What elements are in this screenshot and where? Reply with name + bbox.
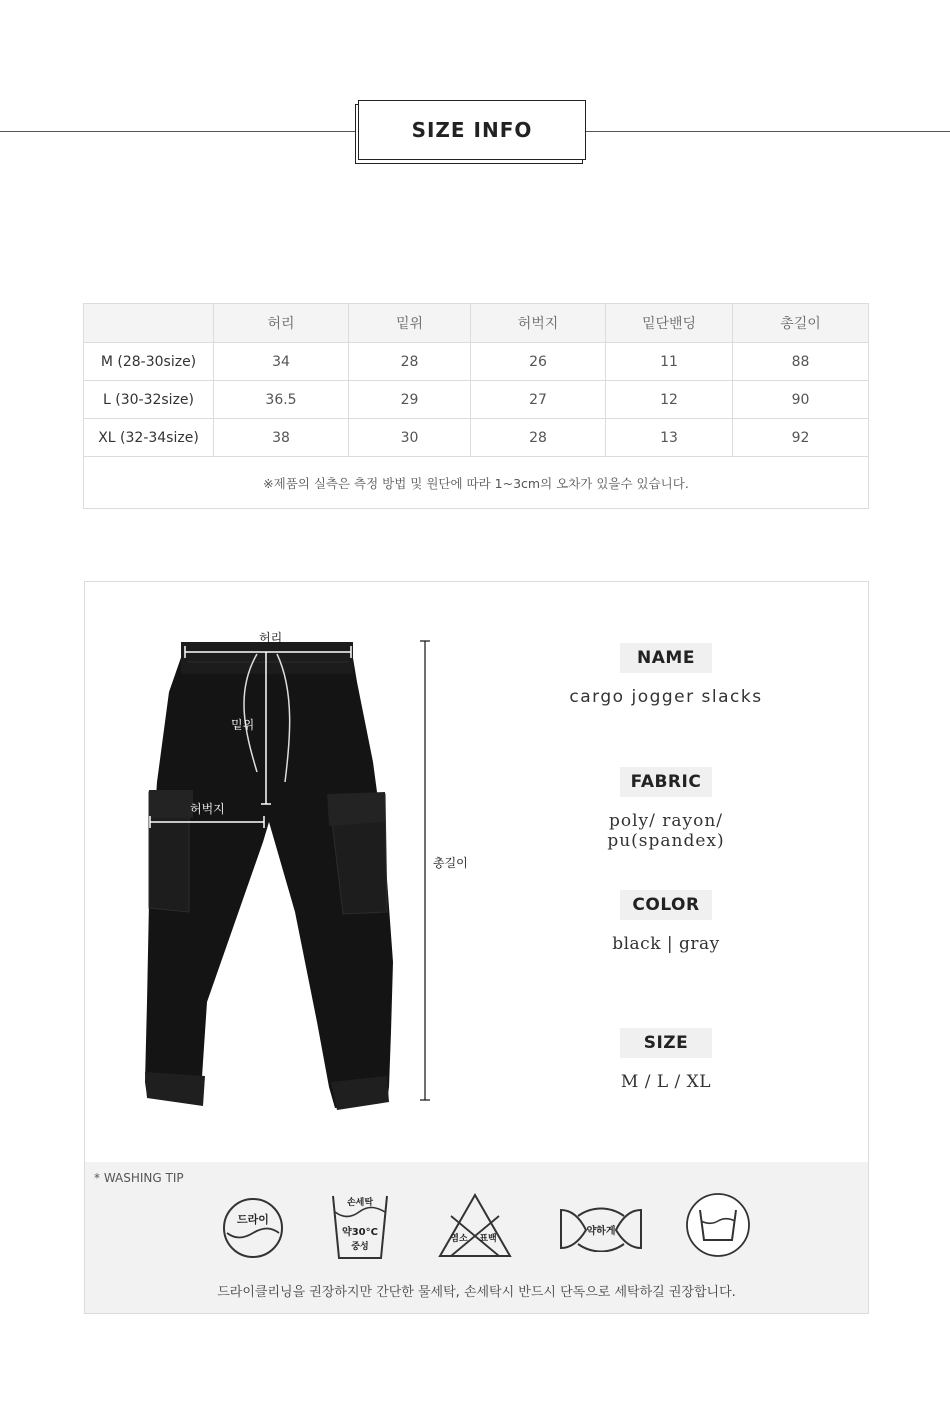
table-cell: 29 <box>349 381 471 419</box>
table-cell: 30 <box>349 419 471 457</box>
title-box <box>358 100 586 160</box>
table-cell: 28 <box>471 419 606 457</box>
table-cell: 90 <box>733 381 869 419</box>
thigh-label: 허벅지 <box>190 802 225 816</box>
table-cell: 11 <box>606 343 733 381</box>
color-value: black | gray <box>612 934 720 954</box>
title-divider-left <box>0 131 357 132</box>
dry-clean-icon <box>221 1195 285 1261</box>
rise-label: 밑위 <box>231 718 255 732</box>
table-header-cell: 허리 <box>214 304 349 343</box>
fabric-value: poly/ rayon/ pu(spandex) <box>607 811 725 851</box>
fabric-block <box>555 767 777 851</box>
no-tumble-dry-icon <box>685 1192 751 1258</box>
hand-wash-temp: 약30°C <box>342 1227 378 1238</box>
hand-wash-top: 손세탁 <box>346 1198 374 1208</box>
no-bleach-left: 염소 <box>450 1234 468 1244</box>
table-header-cell: 허벅지 <box>471 304 606 343</box>
page-title: SIZE INFO <box>411 118 533 142</box>
size-label: L (30-32size) <box>84 381 214 419</box>
table-row <box>84 419 869 457</box>
waist-label: 허리 <box>259 631 283 645</box>
dry-clean-text: 드라이 <box>237 1213 269 1226</box>
fabric-label: FABRIC <box>620 767 712 797</box>
size-label: M (28-30size) <box>84 343 214 381</box>
table-header-cell <box>84 304 214 343</box>
iron-low-text: 약하게 <box>586 1226 616 1237</box>
table-cell: 27 <box>471 381 606 419</box>
size-label: SIZE <box>620 1028 712 1058</box>
washing-tip-section <box>85 1162 868 1313</box>
iron-low-icon <box>558 1206 644 1252</box>
measurement-note: ※제품의 실측은 측정 방법 및 원단에 따라 1~3cm의 오차가 있을수 있습니다. <box>84 457 869 509</box>
title-divider-right <box>585 131 950 132</box>
washing-tip-title: * WASHING TIP <box>94 1171 184 1185</box>
table-cell: 34 <box>214 343 349 381</box>
table-header-cell: 밑위 <box>349 304 471 343</box>
table-cell: 12 <box>606 381 733 419</box>
table-header-cell: 밑단밴딩 <box>606 304 733 343</box>
size-block <box>555 1028 777 1092</box>
table-cell: 13 <box>606 419 733 457</box>
table-header-row <box>84 304 869 343</box>
table-cell: 26 <box>471 343 606 381</box>
table-cell: 28 <box>349 343 471 381</box>
product-name-block <box>555 643 777 707</box>
washing-note: 드라이클리닝을 권장하지만 간단한 물세탁, 손세탁시 반드시 단독으로 세탁하길 권장합니다. <box>217 1285 736 1300</box>
no-bleach-right: 표백 <box>479 1234 497 1244</box>
name-value: cargo jogger slacks <box>569 687 763 707</box>
pants-image <box>145 642 393 1110</box>
table-cell: 92 <box>733 419 869 457</box>
product-panel <box>84 581 869 1314</box>
color-block <box>555 890 777 954</box>
size-label: XL (32-34size) <box>84 419 214 457</box>
table-header-cell: 총길이 <box>733 304 869 343</box>
size-table <box>83 303 869 509</box>
table-row <box>84 343 869 381</box>
table-row <box>84 381 869 419</box>
table-cell: 36.5 <box>214 381 349 419</box>
no-bleach-icon <box>437 1192 513 1260</box>
table-note-row <box>84 457 869 509</box>
color-label: COLOR <box>620 890 712 920</box>
table-cell: 38 <box>214 419 349 457</box>
hand-wash-bottom: 중성 <box>351 1242 369 1252</box>
table-cell: 88 <box>733 343 869 381</box>
size-value: M / L / XL <box>620 1072 712 1092</box>
length-label: 총길이 <box>433 856 468 870</box>
name-label: NAME <box>620 643 712 673</box>
hand-wash-icon <box>329 1192 391 1262</box>
